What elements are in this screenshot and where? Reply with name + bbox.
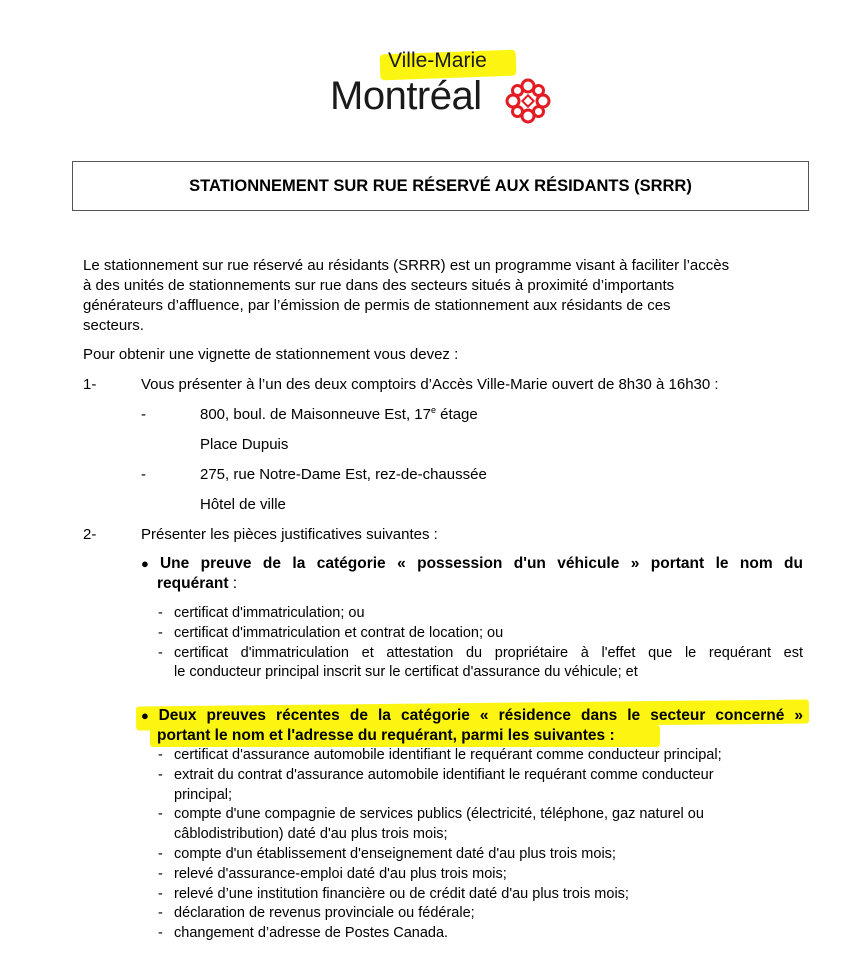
montreal-flower-icon <box>504 77 552 125</box>
location-address <box>200 405 478 425</box>
category-heading <box>141 706 803 746</box>
list-item <box>158 805 803 845</box>
list-item-text: compte d'un établissement d'enseignement daté d'au plus trois mois; <box>174 845 616 862</box>
dash: - <box>158 885 163 902</box>
list-item <box>158 644 803 684</box>
list-item-text: certificat d'immatriculation; ou <box>174 605 365 621</box>
bullet-icon: ● <box>141 708 155 723</box>
dash: - <box>158 644 163 661</box>
location-address: 275, rue Notre-Dame Est, rez-de-chaussée <box>200 466 487 483</box>
list-item-text: principal; <box>174 786 233 803</box>
list-item-text: certificat d'immatriculation et contrat de location; ou <box>174 624 504 641</box>
list-item-text: déclaration de revenus provinciale ou fédérale; <box>174 905 475 922</box>
list-item-text: compte d'une compagnie de services publics (électricité, téléphone, gaz naturel ou <box>174 806 704 823</box>
location-place: Hôtel de ville <box>200 496 286 513</box>
list-item-text: relevé d'assurance-emploi daté d'au plus trois mois; <box>174 865 507 882</box>
location-dash: - <box>141 406 146 423</box>
address-part: étage <box>436 406 478 423</box>
logo <box>330 48 560 128</box>
dash: - <box>158 766 163 783</box>
list-item <box>158 624 803 644</box>
list-item-text: extrait du contrat d'assurance automobile identifiant le requérant comme conducteur <box>174 766 714 783</box>
list-item-text: câblodistribution) daté d'au plus trois mois; <box>174 826 448 843</box>
intro-line: à des unités de stationnements sur rue dans des secteurs situés à proximité d’importants <box>83 277 675 294</box>
step-number: 2- <box>83 526 97 543</box>
dash: - <box>158 865 163 882</box>
category-line: portant le nom et l'adresse du requérant, parmi les suivantes : <box>157 727 615 744</box>
dash: - <box>158 747 163 763</box>
bullet-icon: ● <box>141 556 156 571</box>
title-box <box>72 161 809 211</box>
list-item-text: certificat d'immatriculation et attestation du propriétaire à l'effet que le requérant est <box>174 644 803 661</box>
list-item <box>158 865 803 885</box>
dash: - <box>158 845 163 862</box>
location-dash: - <box>141 466 146 483</box>
list-item <box>158 604 803 624</box>
intro-line: générateurs d’affluence, par l’émission de permis de stationnement aux résidants de ces <box>83 297 671 314</box>
location-place: Place Dupuis <box>200 436 289 453</box>
category-heading <box>141 554 803 594</box>
intro-line: Le stationnement sur rue réservé au résidants (SRRR) est un programme visant à faciliter l’accès <box>83 257 730 274</box>
list-item <box>158 904 803 924</box>
list-item-text: certificat d'assurance automobile identifiant le requérant comme conducteur principal; <box>174 747 722 763</box>
list-item-text: changement d’adresse de Postes Canada. <box>174 925 449 942</box>
dash: - <box>158 605 163 621</box>
page-title: STATIONNEMENT SUR RUE RÉSERVÉ AUX RÉSIDANTS (SRRR) <box>189 176 692 195</box>
step-text: Vous présenter à l’un des deux comptoirs d’Accès Ville-Marie ouvert de 8h30 à 16h30 : <box>141 376 719 393</box>
step-text: Présenter les pièces justificatives suivantes : <box>141 526 438 543</box>
dash: - <box>158 624 163 641</box>
dash: - <box>158 806 163 823</box>
list-item <box>158 766 803 806</box>
address-superscript: e <box>431 405 437 415</box>
list-item <box>158 746 803 766</box>
list-item <box>158 924 803 944</box>
category-line: requérant <box>157 575 229 592</box>
dash: - <box>158 925 163 942</box>
list-item <box>158 845 803 865</box>
step-number: 1- <box>83 376 97 393</box>
category-line: Deux preuves récentes de la catégorie « résidence dans le secteur concerné » <box>158 707 803 724</box>
evidence-list <box>158 604 803 683</box>
logo-subtitle: Ville-Marie <box>388 49 487 72</box>
category-line: Une preuve de la catégorie « possession d'un véhicule » portant le nom du <box>159 555 803 572</box>
category-line: : <box>228 575 238 592</box>
list-item-text: relevé d’une institution financière ou de crédit daté d'au plus trois mois; <box>174 885 629 902</box>
intro-paragraph <box>83 256 808 336</box>
dash: - <box>158 905 163 922</box>
intro-line: secteurs. <box>83 317 144 334</box>
instruction-text: Pour obtenir une vignette de stationnement vous devez : <box>83 346 459 363</box>
list-item-text: le conducteur principal inscrit sur le certificat d'assurance du véhicule; et <box>174 664 638 681</box>
logo-name: Montréal <box>330 74 482 118</box>
evidence-list <box>158 746 803 944</box>
address-part: 800, boul. de Maisonneuve Est, 17 <box>200 406 431 423</box>
list-item <box>158 885 803 905</box>
